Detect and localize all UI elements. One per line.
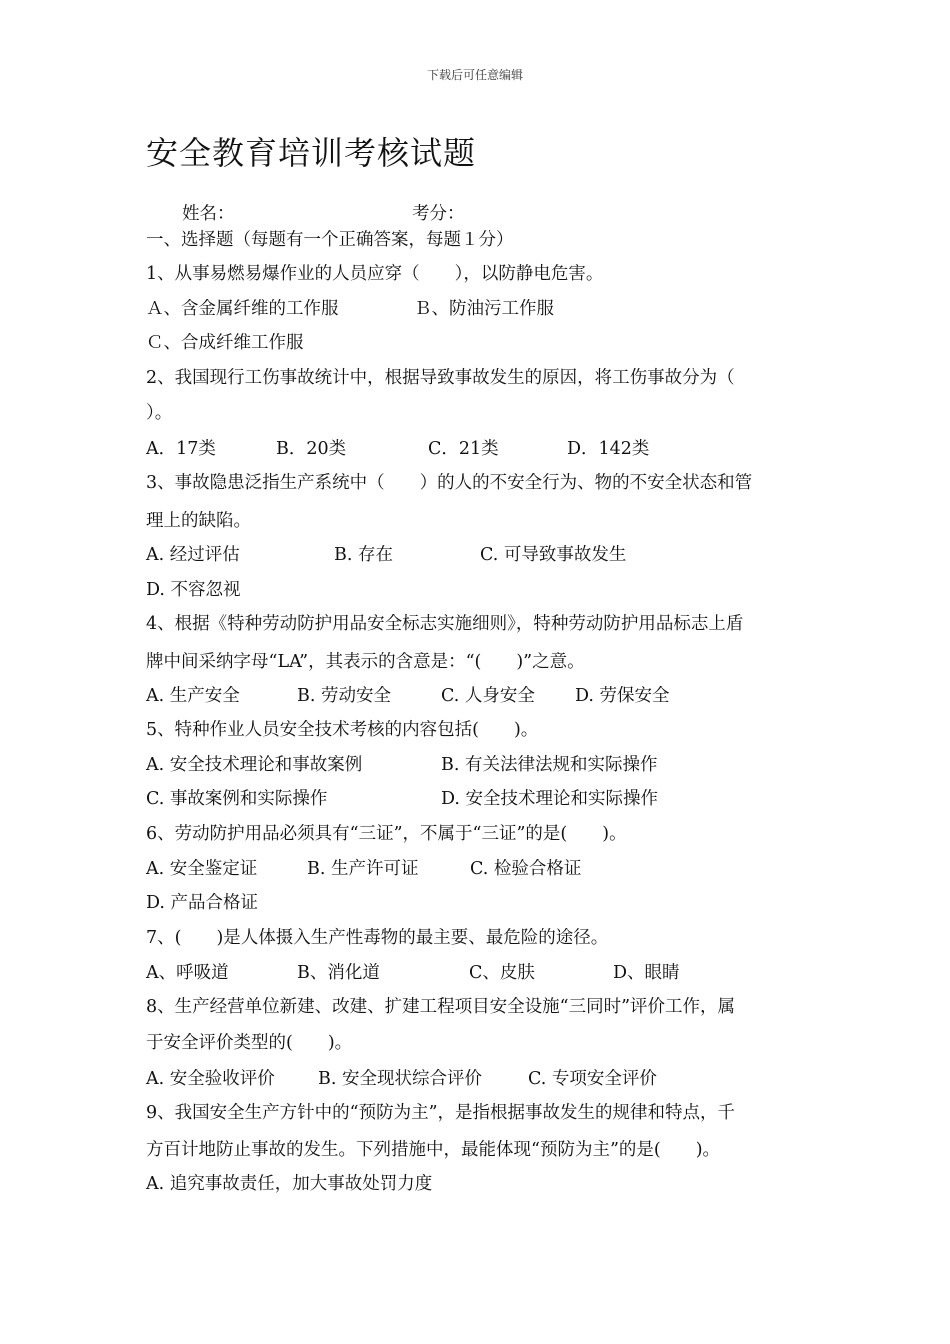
page-title: 安全教育培训考核试题 xyxy=(146,134,477,172)
question-3-stem-line-1: 3、事故隐患泛指生产系统中（ ）的人的不安全行为、物的不安全状态和管 xyxy=(146,473,753,493)
question-1-option-b: Ｂ、防油污工作服 xyxy=(414,299,554,319)
question-8-option-b: B. 安全现状综合评价 xyxy=(318,1069,482,1089)
question-2-option-a: A．17类 xyxy=(146,439,216,459)
question-5-option-d: D. 安全技术理论和实际操作 xyxy=(441,789,659,809)
question-8-option-a: A. 安全验收评价 xyxy=(146,1069,275,1089)
question-7-option-c: C、皮肤 xyxy=(469,963,535,983)
question-7-option-d: D、眼睛 xyxy=(613,963,680,983)
question-4-option-c: C. 人身安全 xyxy=(441,686,535,706)
question-2-stem-line-2: ）。 xyxy=(146,403,173,423)
question-6-option-b: B. 生产许可证 xyxy=(307,859,419,879)
question-8-stem-line-1: 8、生产经营单位新建、改建、扩建工程项目安全设施“三同时”评价工作，属 xyxy=(146,997,736,1017)
question-4-option-d: D. 劳保安全 xyxy=(575,686,670,706)
question-9-stem-line-1: 9、我国安全生产方针中的“预防为主”，是指根据事故发生的规律和特点，千 xyxy=(146,1103,736,1123)
question-7-stem: 7、( )是人体摄入生产性毒物的最主要、最危险的途径。 xyxy=(146,928,609,948)
question-1-stem: 1、从事易燃易爆作业的人员应穿（ ），以防静电危害。 xyxy=(146,264,604,284)
question-6-stem: 6、劳动防护用品必须具有“三证”，不属于“三证”的是( )。 xyxy=(146,824,627,844)
question-8-option-c: C. 专项安全评价 xyxy=(528,1069,657,1089)
question-6-option-c: C. 检验合格证 xyxy=(470,859,582,879)
question-3-option-a: A. 经过评估 xyxy=(146,545,240,565)
question-2-option-b: B．20类 xyxy=(276,439,347,459)
question-4-option-a: A. 生产安全 xyxy=(146,686,240,706)
question-1-option-c: Ｃ、合成纤维工作服 xyxy=(146,333,304,353)
question-7-option-a: A、呼吸道 xyxy=(146,963,229,983)
question-5-option-b: B. 有关法律法规和实际操作 xyxy=(441,755,658,775)
name-label: 姓名： xyxy=(182,204,235,224)
question-5-option-c: C. 事故案例和实际操作 xyxy=(146,789,328,809)
question-5-stem: 5、特种作业人员安全技术考核的内容包括( )。 xyxy=(146,720,539,740)
question-3-stem-line-2: 理上的缺陷。 xyxy=(146,511,251,531)
section-heading: 一、选择题（每题有一个正确答案，每题１分） xyxy=(146,230,514,250)
question-3-option-d: D. 不容忽视 xyxy=(146,580,241,600)
question-9-option-a: A. 追究事故责任，加大事故处罚力度 xyxy=(146,1174,433,1194)
question-5-option-a: A. 安全技术理论和事故案例 xyxy=(146,755,363,775)
question-6-option-a: A. 安全鉴定证 xyxy=(146,859,258,879)
question-4-stem-line-2: 牌中间采纳字母“LA”，其表示的含意是：“( )”之意。 xyxy=(146,652,585,672)
page-header: 下载后可任意编辑 xyxy=(426,68,523,82)
question-4-option-b: B. 劳动安全 xyxy=(297,686,391,706)
question-8-stem-line-2: 于安全评价类型的( )。 xyxy=(146,1033,353,1053)
question-3-option-c: C. 可导致事故发生 xyxy=(480,545,627,565)
question-3-option-b: B. 存在 xyxy=(334,545,393,565)
question-2-option-d: D．142类 xyxy=(567,439,650,459)
score-label: 考分： xyxy=(412,204,465,224)
question-6-option-d: D. 产品合格证 xyxy=(146,893,259,913)
question-4-stem-line-1: 4、根据《特种劳动防护用品安全标志实施细则》，特种劳动防护用品标志上盾 xyxy=(146,614,744,634)
question-9-stem-line-2: 方百计地防止事故的发生。下列措施中，最能体现“预防为主”的是( )。 xyxy=(146,1140,721,1160)
question-1-option-a: Ａ、含金属纤维的工作服 xyxy=(146,299,339,319)
question-2-stem-line-1: 2、我国现行工伤事故统计中，根据导致事故发生的原因，将工伤事故分为（ xyxy=(146,368,735,388)
question-2-option-c: C．21类 xyxy=(428,439,499,459)
question-7-option-b: B、消化道 xyxy=(297,963,380,983)
